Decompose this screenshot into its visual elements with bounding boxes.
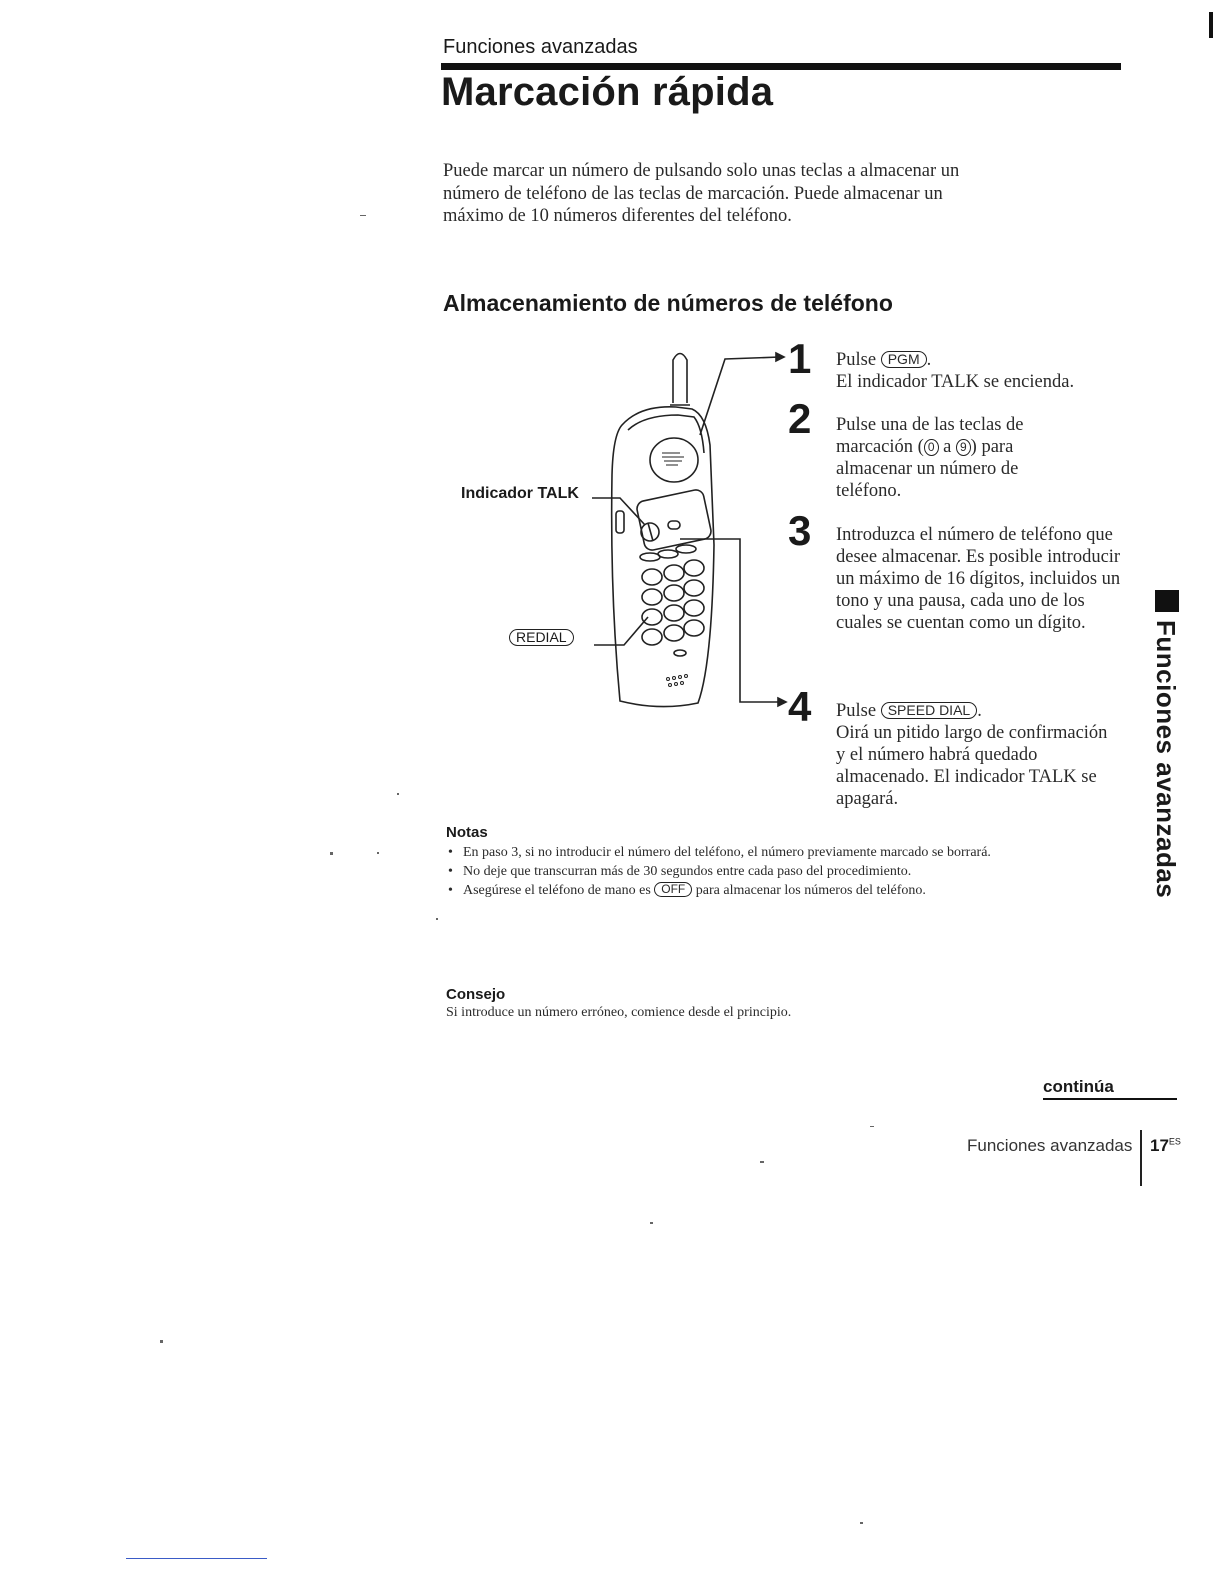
redial-key: REDIAL [509, 629, 574, 646]
note-item [446, 862, 1006, 881]
notes-title: Notas [446, 824, 488, 841]
step-2-text-start: Pulse una de las teclas de marcación ( [836, 415, 1024, 457]
scan-speck [860, 1522, 863, 1524]
tip-title: Consejo [446, 986, 506, 1003]
note-3-text-start: Asegúrese el teléfono de mano es [463, 883, 651, 898]
scan-speck [160, 1340, 163, 1343]
step-4-pulse: Pulse [836, 701, 877, 721]
step-number-4: 4 [788, 683, 812, 730]
step-2-between: a [938, 437, 956, 457]
step-text-2 [836, 414, 1076, 502]
notes-list [446, 843, 1006, 900]
page-number-suffix: ES [1168, 1136, 1181, 1147]
step-number-2: 2 [788, 395, 812, 442]
continues-rule [1043, 1098, 1177, 1100]
page-title: Marcación rápida [441, 70, 774, 114]
scan-speck [330, 852, 333, 855]
note-1-text: En paso 3, si no introducir el número del teléfono, el número previamente marcado se borrará. [463, 845, 991, 860]
note-3-text-end: para almacenar los números del teléfono. [695, 883, 926, 898]
side-tab-label: Funciones avanzadas [1151, 620, 1181, 899]
step-number-3: 3 [788, 507, 812, 554]
step-4-detail: Oirá un pitido largo de confirmación y el número habrá quedado almacenado. El indicador TALK se apagará. [836, 723, 1108, 809]
footer-section-name: Funciones avanzadas [967, 1136, 1133, 1155]
section-header: Funciones avanzadas [443, 36, 638, 58]
scan-speck [360, 215, 366, 216]
scan-speck [760, 1161, 764, 1163]
scan-speck [397, 793, 399, 795]
step-1-pulse: Pulse [836, 350, 877, 370]
scan-speck [436, 918, 438, 920]
note-2-text: No deje que transcurran más de 30 segundos entre cada paso del procedimiento. [463, 864, 912, 879]
note-item [446, 843, 1006, 862]
side-tab-marker [1155, 590, 1179, 612]
page-number-value: 17 [1150, 1136, 1169, 1155]
step-text-4 [836, 700, 1111, 810]
side-tab [1127, 620, 1207, 899]
speed-dial-key: SPEED DIAL [881, 702, 977, 719]
step-1-period: . [926, 350, 932, 370]
display-panel-shape [636, 488, 713, 551]
bottom-line [126, 1558, 267, 1559]
step-text-1 [836, 349, 1136, 393]
step-1-detail: El indicador TALK se encienda. [836, 372, 1075, 392]
intro-paragraph: Puede marcar un número de pulsando solo unas teclas a almacenar un número de teléfono de las teclas de marcación. Puede almacenar un máximo de 10 números diferentes del teléfono. [443, 161, 960, 226]
pgm-leader-line [700, 357, 780, 435]
pgm-key: PGM [881, 351, 927, 368]
antenna-shape [673, 354, 687, 404]
footer-divider [1140, 1130, 1142, 1186]
title-rule [441, 63, 1121, 70]
off-key: OFF [654, 882, 692, 897]
key-9: 9 [956, 439, 971, 456]
redial-leader-line [594, 617, 648, 645]
step-number-1: 1 [788, 335, 812, 382]
redial-key-label [509, 629, 574, 648]
talk-indicator-label: Indicador TALK [461, 485, 579, 502]
earpiece-shape [650, 438, 698, 482]
step-4-period: . [977, 701, 982, 721]
scan-speck [650, 1222, 653, 1224]
step-2-text-end: ) para almacenar un número de teléfono. [836, 437, 1019, 501]
step-text-3: Introduzca el número de teléfono que desee almacenar. Es posible introducir un máximo de 16 dígitos, incluidos un tono y una pausa, cada uno de los cuales se cuentan como un dígito. [836, 525, 1121, 633]
tip-text: Si introduce un número erróneo, comience desde el principio. [446, 1005, 792, 1020]
continues-label: continúa [1043, 1077, 1114, 1096]
page-number [1150, 1136, 1181, 1156]
scan-speck [377, 852, 379, 854]
keypad-shape [642, 560, 704, 645]
section-subtitle: Almacenamiento de números de teléfono [443, 290, 893, 316]
key-0: 0 [924, 439, 939, 456]
scan-speck [870, 1126, 874, 1127]
note-item [446, 881, 1006, 900]
corner-mark [1209, 12, 1213, 38]
